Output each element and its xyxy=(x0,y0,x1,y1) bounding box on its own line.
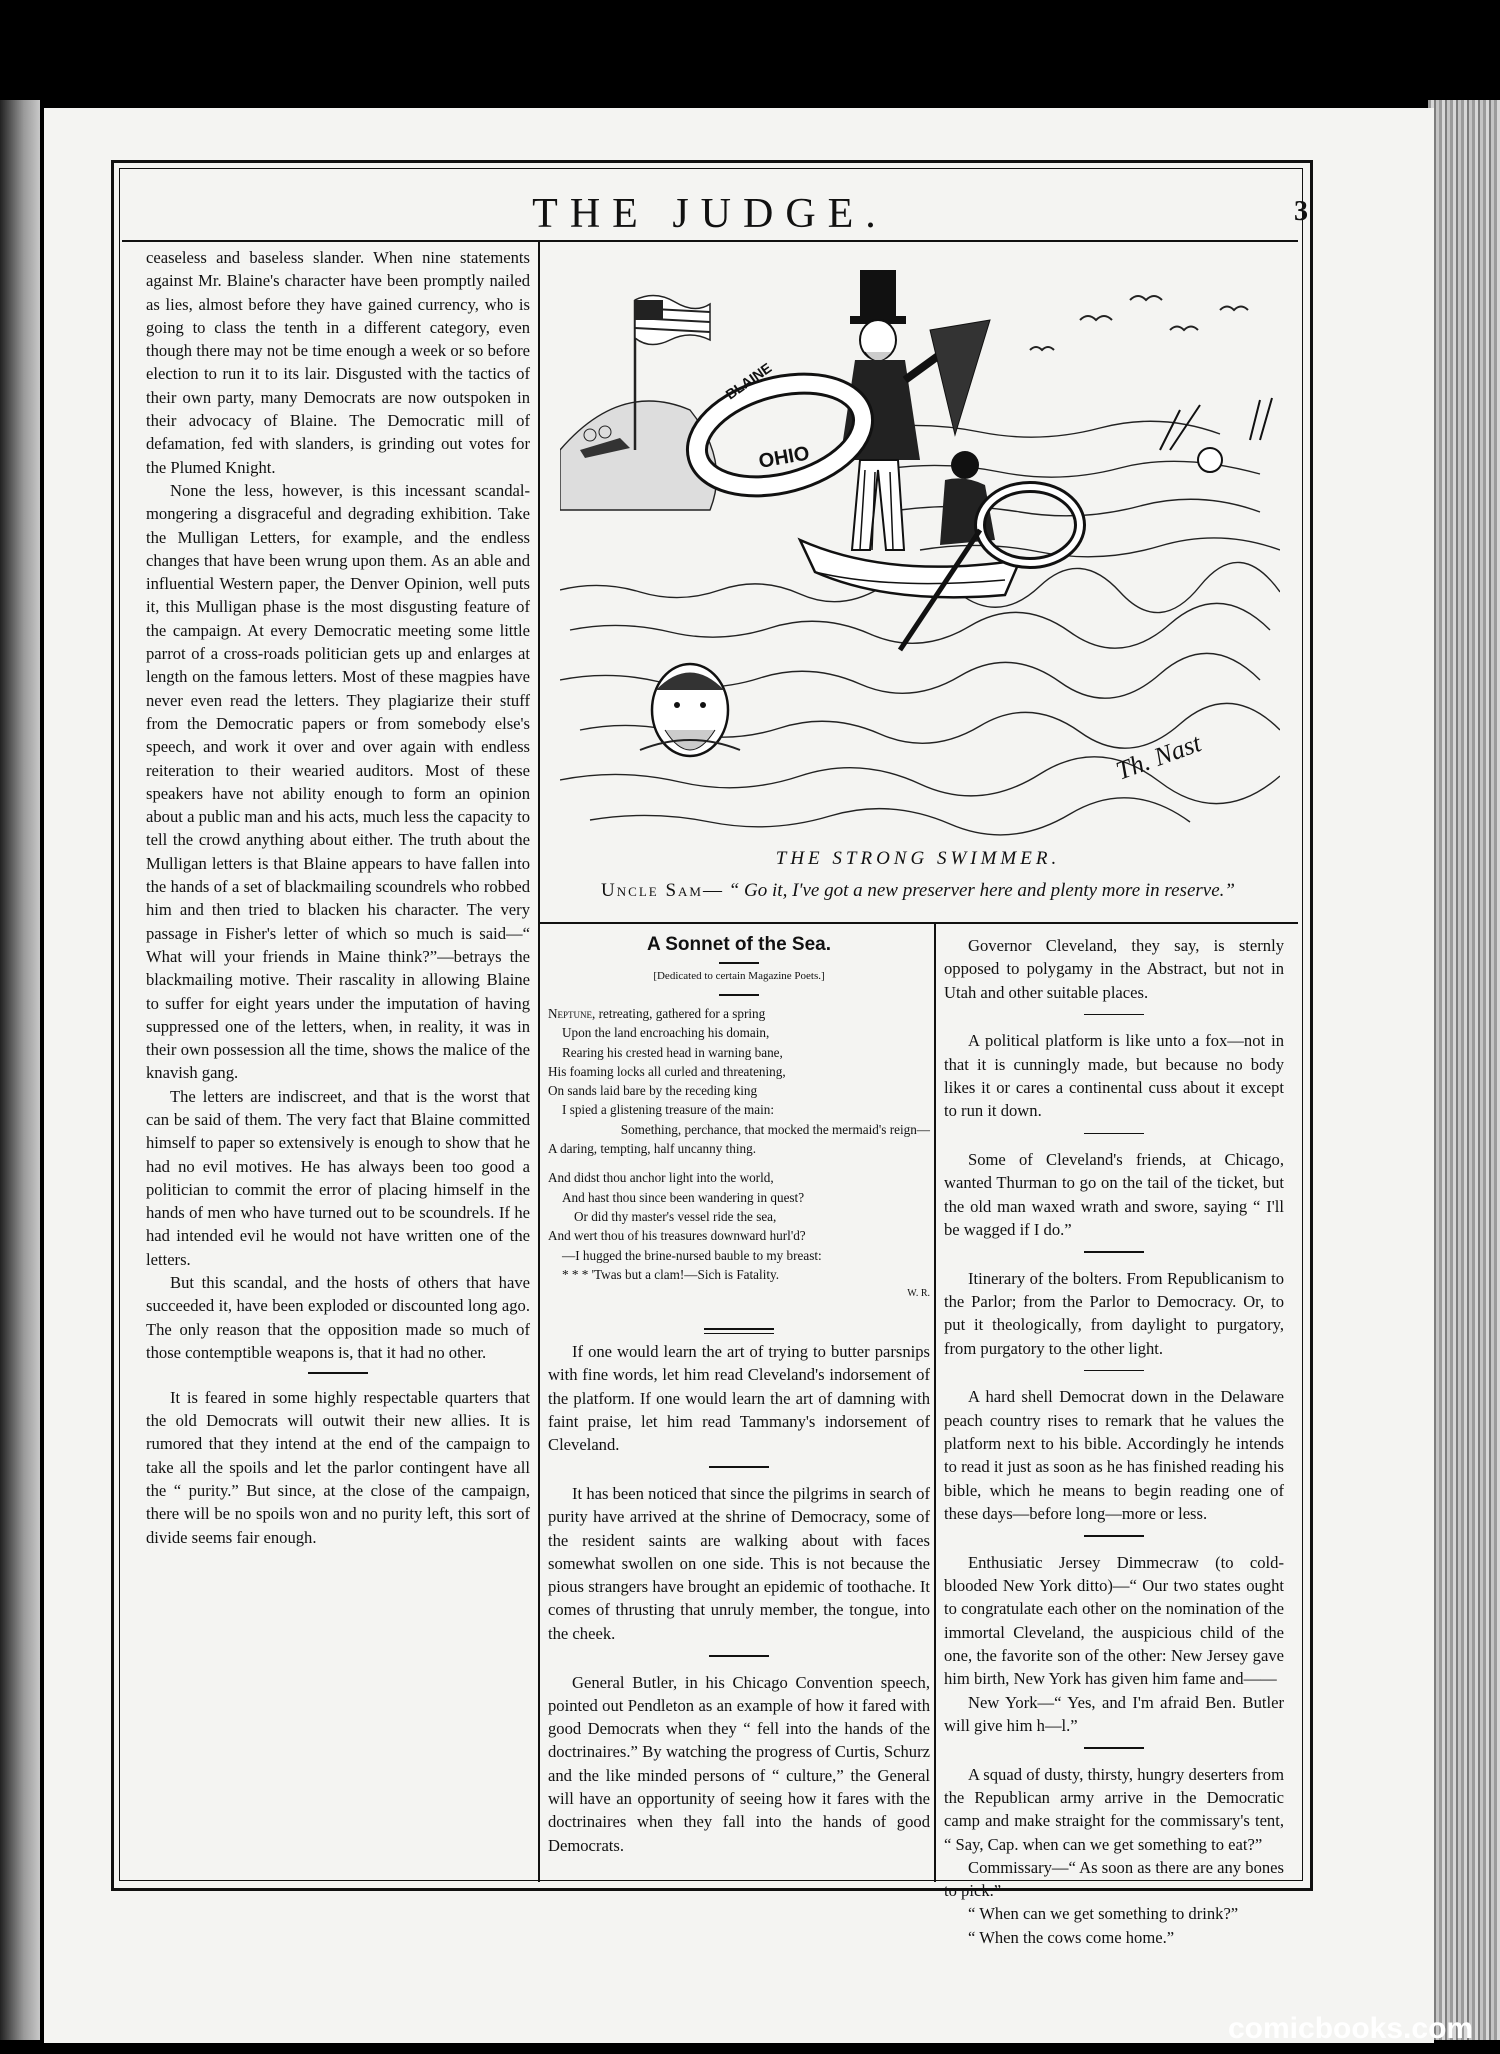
right-paragraph-6: Enthusiatic Jersey Dimmecraw (to cold-blooded New York ditto)—“ Our two states ought to congratulate each other on the nomination of the immortal Cleveland, the auspicious child of the one, the favorite son of the other: New Jersey gave him birth, New York has given him fame and—— xyxy=(944,1552,1284,1689)
sonnet-line-1: Neptune, retreating, gathered for a spring xyxy=(548,1006,766,1021)
shore-with-flag xyxy=(560,295,717,510)
watermark-text: comicbooks.com xyxy=(1228,2012,1474,2045)
left-paragraph-3: The letters are indiscreet, and that is the worst that can be said of them. The very fact that Blaine committed himself to paper so extensively is enough to show that he had no evil motives. He has always been too good a politician to commit the error of placing himself in the hands of men who have turned out to be scoundrels. If he had intended evil he would not have written one of the letters. xyxy=(146,1086,530,1269)
sonnet-line: Something, perchance, that mocked the mermaid's reign— xyxy=(620,1121,930,1137)
sonnet-title-rule xyxy=(719,962,759,964)
middle-separator xyxy=(709,1466,769,1468)
right-separator xyxy=(1084,1747,1144,1749)
right-separator xyxy=(1084,1014,1144,1016)
sonnet-line: * * * 'Twas but a clam!—Sich is Fatality. xyxy=(562,1266,780,1282)
sonnet-line: —I hugged the brine-nursed bauble to my breast: xyxy=(562,1247,822,1263)
sonnet-dedication: [Dedicated to certain Magazine Poets.] xyxy=(653,970,825,982)
sonnet-line: On sands laid bare by the receding king xyxy=(548,1083,758,1099)
left-separator xyxy=(308,1372,368,1374)
right-separator xyxy=(1084,1133,1144,1135)
sonnet-line: A daring, tempting, half uncanny thing. xyxy=(548,1141,757,1157)
sonnet-line: And didst thou anchor light into the world, xyxy=(548,1170,774,1186)
svg-text:BLAINE: BLAINE xyxy=(722,359,775,403)
cartoon-signature: Th. Nast xyxy=(1112,728,1205,786)
rower-figure xyxy=(900,451,1080,650)
svg-text:OHIO: OHIO xyxy=(757,442,812,473)
right-paragraph-3: Some of Cleveland's friends, at Chicago, wanted Thurman to go on the tail of the ticket, but the old man waxed wrath and swore, saying “ I'll be wagged if I do.” xyxy=(944,1150,1284,1239)
right-paragraph-2: A political platform is like unto a fox—not in that it is cunningly made, but because no body likes it or cares a continental cuss about it except to run it down. xyxy=(944,1031,1284,1121)
page-number: 3 xyxy=(1294,196,1308,227)
right-paragraph-9: Commissary—“ As soon as there are any bones to pick.” xyxy=(944,1857,1284,1901)
middle-paragraph-1: If one would learn the art of trying to butter parsnips with fine words, let him read Cleveland's indorsement of the platform. If one would learn the art of damning with faint praise, let him read Tammany's indorsement of Cleveland. xyxy=(548,1342,930,1455)
right-column-paragraphs xyxy=(944,934,1284,1949)
cartoon-caption-title: THE STRONG SWIMMER. xyxy=(775,848,1061,869)
strong-swimmer-cartoon xyxy=(560,260,1280,848)
sonnet-line: Upon the land encroaching his domain, xyxy=(562,1025,770,1041)
sonnet-line: Rearing his crested head in warning bane, xyxy=(562,1044,783,1060)
left-paragraph-4: But this scandal, and the hosts of others that have succeeded it, have been exploded or discounted long ago. The only reason that the opposition made so much of those contemptible weapons is, that it had no other. xyxy=(146,1273,530,1362)
column-rule-right xyxy=(934,922,936,1882)
sonnet-line: And hast thou since been wandering in quest? xyxy=(562,1189,805,1205)
caption-speech: “ Go it, I've got a new preserver here and plenty more in reserve.” xyxy=(728,880,1235,901)
facing-page-edge xyxy=(0,100,40,2040)
right-paragraph-7: New York—“ Yes, and I'm afraid Ben. Butler will give him h—l.” xyxy=(944,1692,1284,1735)
column-rule-left xyxy=(538,242,540,1882)
cartoon-bottom-rule xyxy=(540,922,1298,924)
right-paragraph-4: Itinerary of the bolters. From Republicanism to the Parlor; from the Parlor to Democracy. Or, to put it theologically, from daylight to purgatory, from purgatory to the other light. xyxy=(944,1268,1284,1358)
sonnet-author: W. R. xyxy=(907,1288,930,1300)
middle-paragraph-2: It has been noticed that since the pilgrims in search of purity have arrived at the shrine of Democracy, some of the resident saints are walking about with faces somewhat swollen on one side. This is not because the pious strangers have brought an epidemic of toothache. It comes of thrusting that unruly member, the tongue, into the cheek. xyxy=(548,1483,930,1643)
middle-column-paragraphs xyxy=(548,1340,930,1857)
sonnet-title: A Sonnet of the Sea. xyxy=(646,934,832,955)
right-paragraph-8: A squad of dusty, thirsty, hungry deserters from the Republican army arrive in the Democratic camp and make straight for the commissary's tent, “ Say, Cap. when can we get something to eat?” xyxy=(944,1764,1284,1854)
right-separator xyxy=(1084,1535,1144,1537)
left-column-article xyxy=(146,246,530,1549)
sonnet-line: And wert thou of his treasures downward hurl'd? xyxy=(548,1228,806,1244)
boat-with-figures xyxy=(685,270,1080,650)
sonnet-poem xyxy=(548,1004,930,1303)
sonnet-end-rule-1 xyxy=(704,1328,774,1330)
sonnet-line: I spied a glistening treasure of the main: xyxy=(562,1102,775,1118)
seagulls xyxy=(1030,296,1248,350)
left-paragraph-5: It is feared in some highly respectable quarters that the old Democrats will outwit their new allies. It is rumored that they intend at the end of the campaign to take all the spoils and let the parlor contingent have all the “ purity.” But since, at the close of the campaign, there will be no spoils won and no purity left, this sort of divide seems fair enough. xyxy=(146,1387,530,1547)
right-separator xyxy=(1084,1251,1144,1253)
sonnet-line: Or did thy master's vessel ride the sea, xyxy=(574,1208,777,1224)
right-separator xyxy=(1084,1370,1144,1372)
middle-separator xyxy=(709,1655,769,1657)
right-paragraph-11: “ When the cows come home.” xyxy=(968,1927,1175,1947)
sonnet-dedication-rule xyxy=(719,994,759,996)
middle-paragraph-3: General Butler, in his Chicago Convention speech, pointed out Pendleton as an example of how it fared with good Democrats when they “ fell into the hands of the doctrinaires.” By watching the progress of Curtis, Schurz and the like minded persons of “ culture,” the General will have an opportunity of seeing how it fares with the doctrinaires when they fall into the hands of good Democrats. xyxy=(548,1672,930,1855)
right-paragraph-1: Governor Cleveland, they say, is sternly opposed to polygamy in the Abstract, but not in Utah and other suitable places. xyxy=(944,936,1284,1002)
right-paragraph-10: “ When can we get something to drink?” xyxy=(968,1904,1239,1924)
left-paragraph-1: ceaseless and baseless slander. When nine statements against Mr. Blaine's character have been promptly nailed as lies, almost before they have gained currency, who is going to class the tenth in a different category, even though there may not be time enough a week or so before election to run it to its lair. Disgusted with the tactics of their own party, many Democrats are now outspoken in their advocacy of Blaine. The Democratic mill of defamation, fed with slanders, is grinding out votes for the Plumed Knight. xyxy=(146,248,530,477)
right-paragraph-5: A hard shell Democrat down in the Delaware peach country rises to remark that he values the platform next to his bible. Accordingly he intends to read it just as soon as he has finished reading his bible, which he means to begin reading one of these days—before long—more or less. xyxy=(944,1387,1284,1523)
caption-speaker: Uncle Sam— xyxy=(601,880,724,901)
sonnet-line: His foaming locks all curled and threatening, xyxy=(548,1063,786,1079)
masthead-rule xyxy=(122,240,1298,242)
swimmer-head xyxy=(640,664,740,756)
cartoon-caption xyxy=(548,880,1288,902)
sonnet-end-rule-2 xyxy=(704,1333,774,1334)
left-paragraph-2: None the less, however, is this incessant scandal-mongering a disgraceful and degrading exhibition. Take the Mulligan Letters, for example, and the endless changes that have been wrung upon them. As an able and influential Western paper, the Denver Opinion, well puts it, this Mulligan phase is the most disgusting feature of the campaign. At every Democratic meeting some little parrot of a cross-roads politician gets up and enlarges at length on the famous letters. Most of these magpies have never even read the letters. They plagiarize their stuff from the Democratic papers or from somebody else's speech, and work it over and over again with endless reiteration to their wearied auditors. Most of these speakers have not ability enough to form an opinion about a public man and his acts, much less the capacity to tell the crowd anything about either. The truth about the Mulligan letters is that Blaine appears to have fallen into the hands of a set of blackmailing scoundrels who robbed him and then tried to blacken his character. The very passage in Fisher's letter of which so much is said—“ What will your friends in Maine think?”—betrays the blackmailing motive. Their rascality in allowing Blaine to suffer for eight years under the imputation of having suppressed one of the letters, when, in reality, it was in their own possession all the time, shows the malice of the knavish gang. xyxy=(146,480,530,1083)
masthead-title: THE JUDGE. xyxy=(532,191,888,237)
book-page-edges xyxy=(1428,100,1500,2040)
